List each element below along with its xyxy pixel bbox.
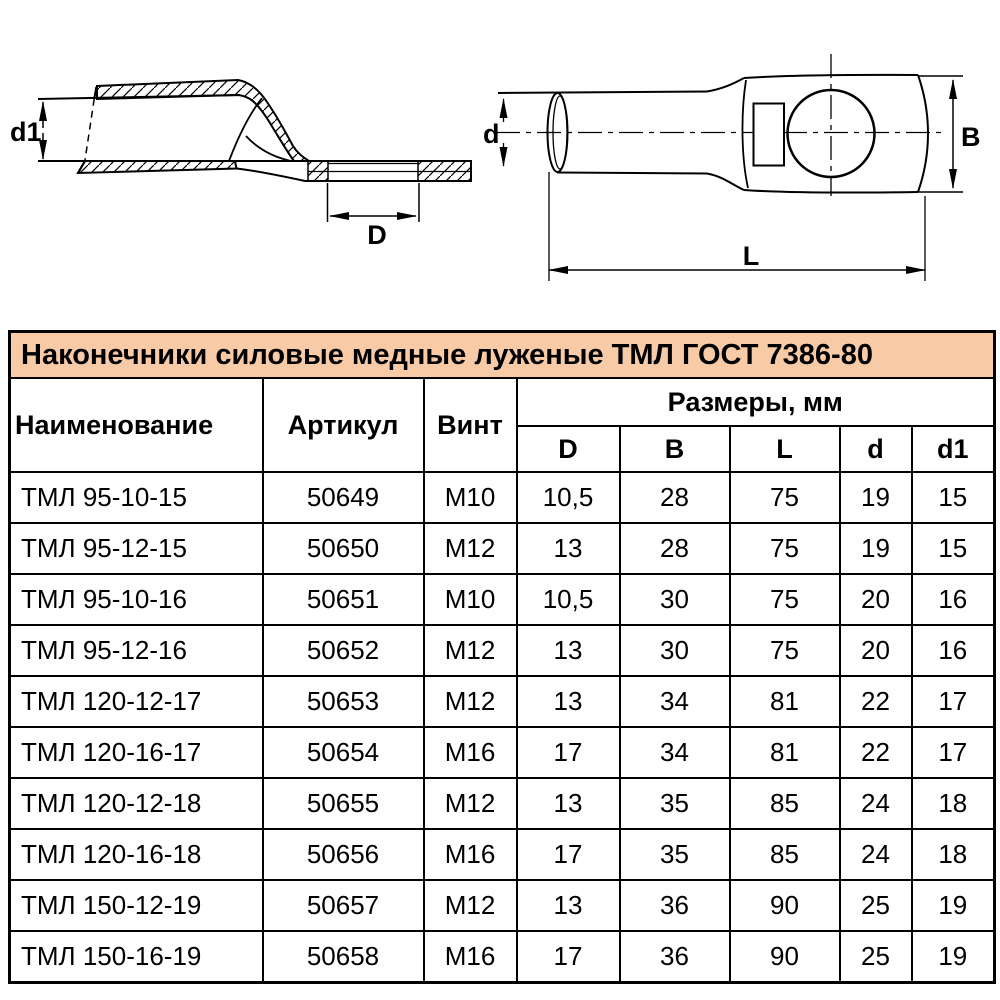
- cell-name: ТМЛ 150-16-19: [10, 931, 263, 982]
- cell-dim-L: 90: [730, 931, 840, 982]
- table-row: [10, 523, 995, 574]
- cell-dim-L: 81: [730, 727, 840, 778]
- cell-dim-d: 19: [840, 472, 912, 523]
- cell-dim-B: 34: [620, 676, 730, 727]
- cell-dim-B: 28: [620, 472, 730, 523]
- cell-dim-d: 25: [840, 880, 912, 931]
- cell-sku: 50655: [263, 778, 424, 829]
- cell-dim-L: 90: [730, 880, 840, 931]
- transition-top: [707, 78, 744, 92]
- cell-sku: 50656: [263, 829, 424, 880]
- palm-left-boundary-arc: [742, 80, 748, 188]
- cell-sku: 50650: [263, 523, 424, 574]
- cell-name: ТМЛ 150-12-19: [10, 880, 263, 931]
- cell-name: ТМЛ 120-16-17: [10, 727, 263, 778]
- table-row: [10, 472, 995, 523]
- cell-dim-D: 10,5: [517, 574, 620, 625]
- cell-dim-D: 17: [517, 727, 620, 778]
- spec-table: [8, 330, 996, 984]
- cell-dim-d1: 17: [912, 676, 995, 727]
- cell-dim-D: 13: [517, 778, 620, 829]
- cell-screw: М12: [424, 625, 517, 676]
- cell-name: ТМЛ 120-16-18: [10, 829, 263, 880]
- cell-dim-B: 36: [620, 931, 730, 982]
- cell-name: ТМЛ 95-10-16: [10, 574, 263, 625]
- cell-name: ТМЛ 120-12-17: [10, 676, 263, 727]
- table-row: [10, 625, 995, 676]
- cell-dim-d1: 19: [912, 880, 995, 931]
- cell-dim-L: 75: [730, 523, 840, 574]
- cell-screw: М12: [424, 523, 517, 574]
- cell-screw: М10: [424, 472, 517, 523]
- col-header-dimensions-group: Размеры, мм: [517, 378, 995, 426]
- cell-dim-d1: 16: [912, 625, 995, 676]
- dimension-L: [549, 172, 925, 281]
- cell-dim-L: 85: [730, 829, 840, 880]
- cell-dim-B: 30: [620, 574, 730, 625]
- cell-dim-d: 24: [840, 778, 912, 829]
- table-row: [10, 829, 995, 880]
- dim-label-L: L: [742, 241, 760, 271]
- cell-sku: 50652: [263, 625, 424, 676]
- cell-dim-d1: 16: [912, 574, 995, 625]
- cell-dim-d1: 15: [912, 523, 995, 574]
- cell-dim-d: 20: [840, 574, 912, 625]
- table-row: [10, 880, 995, 931]
- cell-dim-B: 30: [620, 625, 730, 676]
- col-header-name: Наименование: [10, 378, 263, 472]
- top-view-drawing: [480, 30, 1000, 300]
- dimension-D: [328, 183, 420, 222]
- cell-dim-D: 13: [517, 676, 620, 727]
- transition-bottom: [707, 174, 744, 191]
- table-row: [10, 727, 995, 778]
- table-title: Наконечники силовые медные луженые ТМЛ ГОСТ 7386-80: [10, 332, 995, 379]
- tube-bottom-line: [557, 173, 707, 174]
- cell-dim-d1: 19: [912, 931, 995, 982]
- cell-dim-d: 22: [840, 676, 912, 727]
- dim-label-B: B: [961, 122, 981, 152]
- cell-sku: 50657: [263, 880, 424, 931]
- transition-bottom-curve: [237, 169, 306, 182]
- cell-screw: М12: [424, 880, 517, 931]
- barrel-bottom-wall: [78, 161, 237, 173]
- col-header-d1: d1: [912, 426, 995, 472]
- cell-dim-L: 75: [730, 625, 840, 676]
- cell-sku: 50654: [263, 727, 424, 778]
- cell-dim-d: 22: [840, 727, 912, 778]
- tube-top-line: [498, 92, 707, 94]
- cell-dim-L: 75: [730, 574, 840, 625]
- cell-dim-d: 25: [840, 931, 912, 982]
- side-section-drawing: [0, 40, 490, 300]
- cell-dim-D: 10,5: [517, 472, 620, 523]
- dim-label-d1: d1: [10, 117, 42, 147]
- cell-dim-B: 28: [620, 523, 730, 574]
- table-row: [10, 778, 995, 829]
- cell-dim-B: 35: [620, 778, 730, 829]
- cell-dim-d1: 15: [912, 472, 995, 523]
- cell-dim-B: 35: [620, 829, 730, 880]
- cell-name: ТМЛ 120-12-18: [10, 778, 263, 829]
- cell-dim-d: 19: [840, 523, 912, 574]
- cell-dim-d1: 18: [912, 778, 995, 829]
- cell-dim-B: 36: [620, 880, 730, 931]
- col-header-d: d: [840, 426, 912, 472]
- col-header-screw: Винт: [424, 378, 517, 472]
- cell-screw: М16: [424, 727, 517, 778]
- cell-dim-d1: 18: [912, 829, 995, 880]
- cell-screw: М16: [424, 829, 517, 880]
- col-header-L: L: [730, 426, 840, 472]
- cell-dim-L: 85: [730, 778, 840, 829]
- cell-screw: М16: [424, 931, 517, 982]
- cell-dim-D: 13: [517, 880, 620, 931]
- table-row: [10, 931, 995, 982]
- cell-dim-L: 81: [730, 676, 840, 727]
- cell-dim-D: 17: [517, 829, 620, 880]
- palm-right-arc: [918, 75, 928, 192]
- col-header-D: D: [517, 426, 620, 472]
- cell-name: ТМЛ 95-12-15: [10, 523, 263, 574]
- cell-name: ТМЛ 95-12-16: [10, 625, 263, 676]
- col-header-B: B: [620, 426, 730, 472]
- dim-label-d: d: [483, 119, 500, 149]
- cell-dim-D: 17: [517, 931, 620, 982]
- flare-curve-left: [229, 98, 262, 161]
- cell-sku: 50649: [263, 472, 424, 523]
- cell-dim-d: 20: [840, 625, 912, 676]
- cell-dim-L: 75: [730, 472, 840, 523]
- inspection-window: [754, 104, 785, 166]
- cell-screw: М12: [424, 778, 517, 829]
- cell-dim-D: 13: [517, 523, 620, 574]
- header-row-top: [10, 378, 995, 426]
- cell-dim-d: 24: [840, 829, 912, 880]
- cell-dim-B: 34: [620, 727, 730, 778]
- dimension-B: [918, 76, 963, 192]
- cell-sku: 50653: [263, 676, 424, 727]
- barrel-top-wall: [97, 80, 309, 161]
- title-row: [10, 332, 995, 379]
- cell-sku: 50658: [263, 931, 424, 982]
- dim-label-D: D: [367, 220, 387, 250]
- cell-name: ТМЛ 95-10-15: [10, 472, 263, 523]
- table-row: [10, 676, 995, 727]
- cell-screw: М10: [424, 574, 517, 625]
- cell-dim-d1: 17: [912, 727, 995, 778]
- cell-sku: 50651: [263, 574, 424, 625]
- cell-screw: М12: [424, 676, 517, 727]
- cell-dim-D: 13: [517, 625, 620, 676]
- table-row: [10, 574, 995, 625]
- col-header-sku: Артикул: [263, 378, 424, 472]
- table-body: [10, 332, 995, 983]
